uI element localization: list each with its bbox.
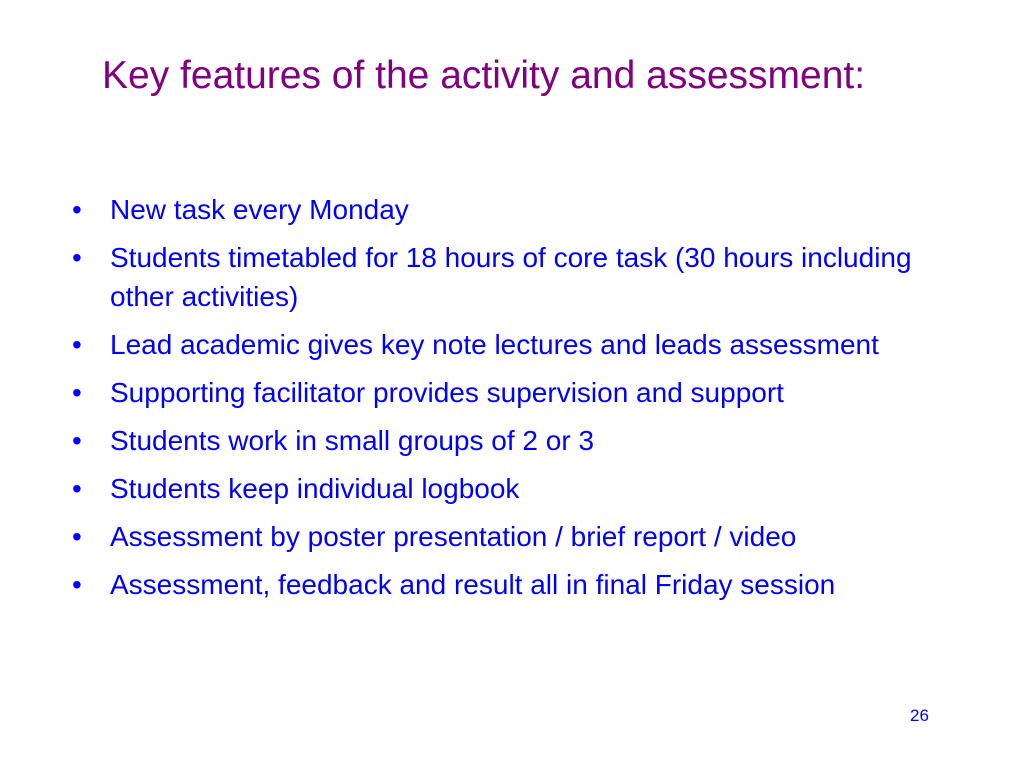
bullet-item-facilitator: [72, 373, 972, 412]
bullet-icon: •: [72, 473, 82, 504]
bullet-item-timetable: [72, 238, 972, 316]
bullet-text: Students keep individual logbook: [110, 473, 520, 504]
bullet-icon: •: [72, 377, 82, 408]
slide-title: Key features of the activity and assessment:: [102, 54, 866, 97]
bullet-item-logbook: [72, 469, 972, 508]
bullet-icon: •: [72, 194, 82, 225]
bullet-item-new-task: [72, 190, 972, 229]
bullet-icon: •: [72, 521, 82, 552]
bullet-list: [72, 190, 972, 613]
slide-number: 26: [910, 706, 929, 725]
bullet-item-assessment-formats: [72, 517, 972, 556]
bullet-icon: •: [72, 425, 82, 456]
bullet-text: Assessment, feedback and result all in final Friday session: [110, 569, 836, 600]
bullet-item-lead-academic: [72, 325, 972, 364]
bullet-item-final-session: [72, 565, 972, 604]
bullet-icon: •: [72, 242, 82, 273]
bullet-item-small-groups: [72, 421, 972, 460]
bullet-text: Supporting facilitator provides supervision and support: [110, 377, 784, 408]
bullet-icon: •: [72, 329, 82, 360]
bullet-text: Assessment by poster presentation / brief report / video: [110, 521, 797, 552]
bullet-text: Students work in small groups of 2 or 3: [110, 425, 595, 456]
bullet-text: New task every Monday: [110, 194, 409, 225]
bullet-text: Lead academic gives key note lectures and leads assessment: [110, 329, 879, 360]
bullet-icon: •: [72, 569, 82, 600]
bullet-text: Students timetabled for 18 hours of core task (30 hours including other activities): [110, 242, 912, 312]
